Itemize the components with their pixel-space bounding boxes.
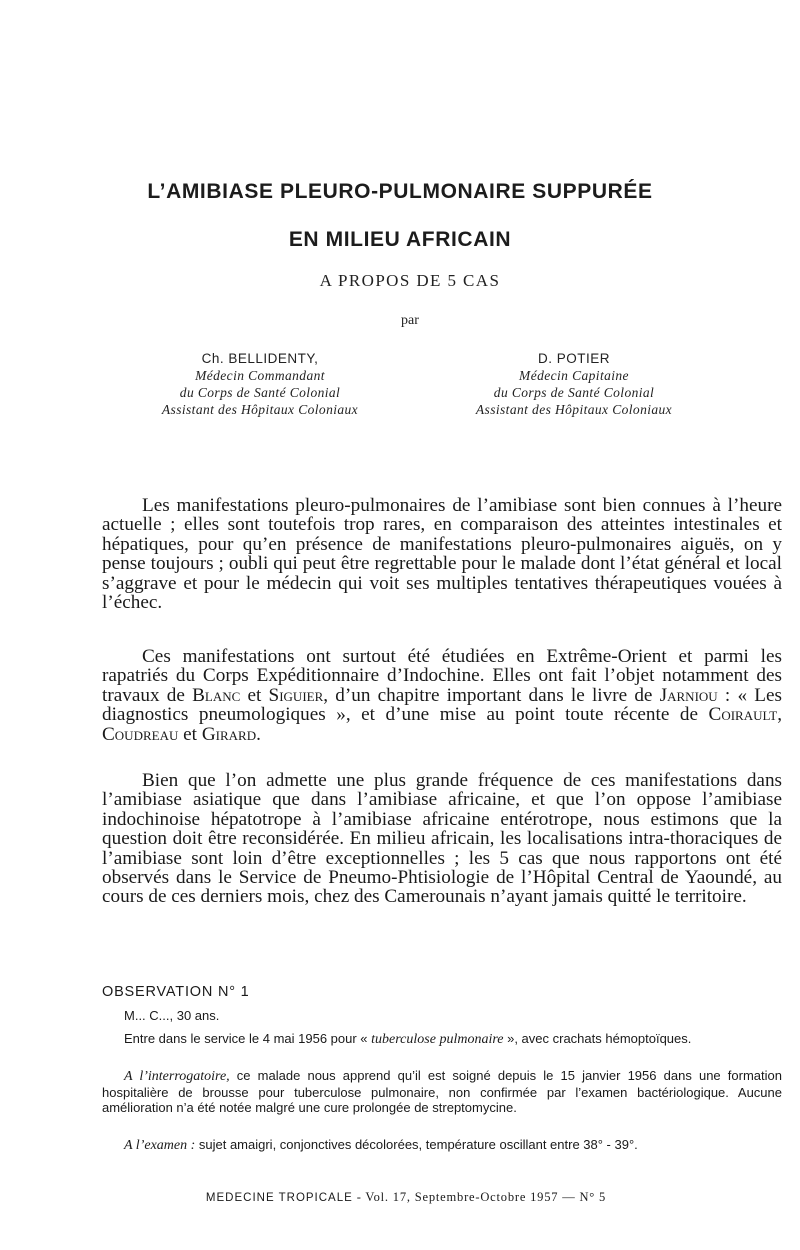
author-name: Ch. BELLIDENTY, bbox=[201, 351, 319, 366]
author-name: D. POTIER bbox=[537, 351, 610, 366]
author-assistant: Assistant des Hôpitaux Coloniaux bbox=[475, 402, 673, 417]
author-assistant: Assistant des Hôpitaux Coloniaux bbox=[161, 402, 359, 417]
section-lead-in: A l’examen : bbox=[124, 1138, 196, 1153]
intro-paragraph-2 bbox=[102, 647, 782, 744]
observation-paragraph-admission bbox=[102, 1031, 782, 1048]
text-run: Ces manifestations ont surtout été étudiées en Extrême-Orient et parmi les rapatriés du Corps Expéditionnaire d’Indochine. Elles ont fait l’objet notamment des travaux de bbox=[102, 646, 782, 706]
paragraph-text bbox=[102, 1068, 782, 1116]
article-title-line-1: L’AMIBIASE PLEURO-PULMONAIRE SUPPURÉE bbox=[147, 180, 653, 203]
article-subtitle: A PROPOS DE 5 CAS bbox=[319, 271, 501, 290]
author-corps: du Corps de Santé Colonial bbox=[493, 385, 655, 400]
journal-issue-details: - Vol. 17, Septembre-Octobre 1957 — N° 5 bbox=[352, 1190, 607, 1204]
author-rank: Médecin Capitaine bbox=[519, 368, 629, 383]
observation-paragraph-examen bbox=[102, 1137, 782, 1154]
paragraph-text bbox=[102, 1031, 782, 1048]
journal-footer bbox=[0, 1190, 800, 1205]
cited-author-jarniou: Jarniou bbox=[659, 684, 718, 706]
cited-author-girard: Girard bbox=[201, 723, 257, 745]
intro-paragraph-3 bbox=[102, 771, 782, 907]
text-run: , d’un chapitre important dans le livre de bbox=[323, 684, 660, 706]
diagnosis-emphasis: tuberculose pulmonaire bbox=[371, 1032, 504, 1047]
article-title-line-2: EN MILIEU AFRICAIN bbox=[288, 228, 512, 251]
text-run: sujet amaigri, conjonctives décolorées, température oscillant entre 38° - 39°. bbox=[195, 1137, 638, 1152]
author-corps: du Corps de Santé Colonial bbox=[179, 385, 341, 400]
patient-line bbox=[102, 1008, 782, 1024]
byline-par: par bbox=[401, 313, 419, 328]
author-block-bellidenty bbox=[110, 350, 410, 418]
author-block-potier bbox=[424, 350, 724, 418]
journal-name: MEDECINE TROPICALE bbox=[205, 1192, 353, 1204]
author-rank: Médecin Commandant bbox=[195, 368, 325, 383]
paragraph-text bbox=[102, 1137, 782, 1154]
text-run: : « Les diagnostics pneumologiques », et d’une mise au point toute récente de bbox=[102, 684, 782, 726]
text-run: Entre dans le service le 4 mai 1956 pour « bbox=[124, 1031, 372, 1046]
cited-author-siguier: Siguier bbox=[268, 684, 324, 706]
paragraph-text: Bien que l’on admette une plus grande fréquence de ces manifestations dans l’amibiase asiatique que dans l’amibiase africaine, et que l’on oppose l’amibiase indochinoise hépatotrope à l’amibiase africaine entérotrope, nous estimons que la question doit être reconsidérée. En milieu africain, les localisations intra-thoraciques de l’amibiase sont loin d’être exceptionnelles ; les 5 cas que nous rapportons ont été observés dans le Service de Pneumo-Phtisiologie de l’Hôpital Central de Yaoundé, au cours de ces derniers mois, chez des Camerounais n’ayant jamais quitté le territoire. bbox=[102, 770, 782, 908]
text-run: . bbox=[256, 723, 261, 745]
cited-author-blanc: Blanc bbox=[192, 684, 241, 706]
patient-id: M... C..., 30 ans. bbox=[124, 1008, 220, 1023]
text-run: », avec crachats hémoptoïques. bbox=[503, 1031, 692, 1046]
cited-author-coirault-coudreau: Coirault, Coudreau bbox=[102, 704, 782, 745]
observation-heading: OBSERVATION N° 1 bbox=[102, 984, 250, 1000]
section-lead-in: A l’interrogatoire, bbox=[124, 1069, 230, 1084]
paragraph-text bbox=[102, 647, 782, 744]
intro-paragraph-1 bbox=[102, 496, 782, 612]
text-run: et bbox=[178, 723, 202, 745]
text-run: ce malade nous apprend qu’il est soigné depuis le 15 janvier 1956 dans une formation hospitalière de brousse pour tuberculose pulmonaire, non confirmée par l’examen bactériologique. Aucune amélioration n’a été notée malgré une cure prolongée de streptomycine. bbox=[102, 1068, 782, 1115]
text-run: et bbox=[240, 684, 269, 706]
paragraph-text: Les manifestations pleuro-pulmonaires de l’amibiase sont bien connues à l’heure actuelle ; elles sont toutefois trop rares, en comparaison des atteintes intestinales et hépatiques, pour qu’en présence de manifestations pleuro-pulmonaires aiguës, on y pense toujours ; oubli qui peut être regrettable pour le malade dont l’état général et local s’aggrave et pour le médecin qui voit ses multiples tentatives thérapeutiques vouées à l’échec. bbox=[102, 495, 782, 614]
observation-paragraph-interrogatoire bbox=[102, 1068, 782, 1116]
